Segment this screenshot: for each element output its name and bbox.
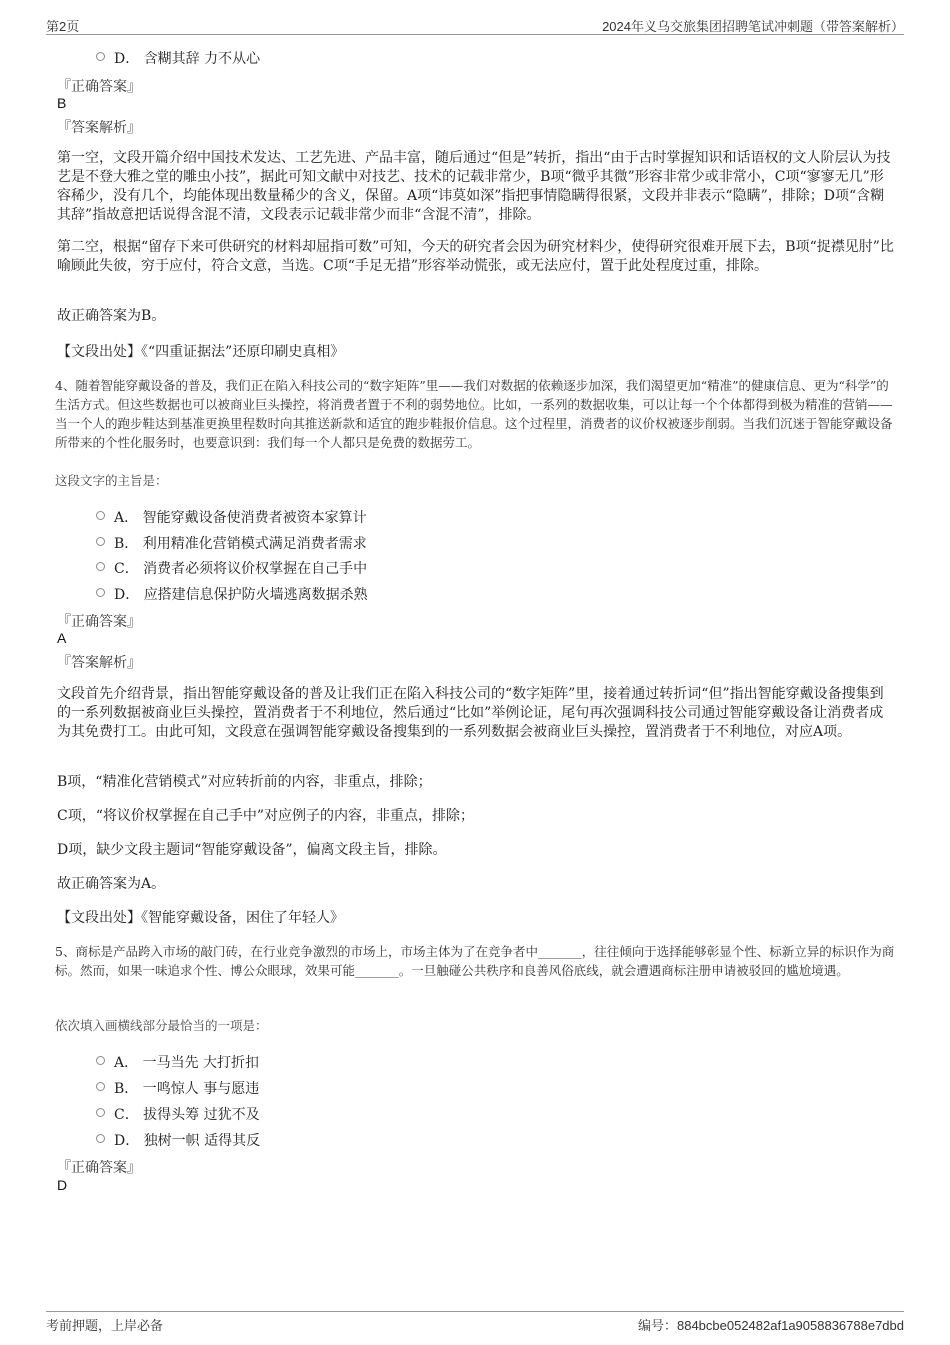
q3-analysis-p1: 第一空，文段开篇介绍中国技术发达、工艺先进、产品丰富，随后通过“但是”转折，指出“由于古时掌握知识和话语权的文人阶层认为技艺是不登大雅之堂的雕虫小技”，据此可知文献中对技艺、技术的记载非常少，B项“微乎其微”形容非常少或非常小，C项“寥寥无几”形容稀少，没有几个，均能体现出数量稀少的含义，保留。A项“讳莫如深”指把事情隐瞒得很紧，文段并非表示“隐瞒”，排除；D项“含糊其辞”指故意把话说得含混不清，文段表示记载非常少而非“含混不清”，排除。	[57, 150, 891, 223]
q4-analysis-p2: B项，“精准化营销模式”对应转折前的内容，非重点，排除；	[57, 774, 432, 790]
radio-icon[interactable]	[96, 511, 105, 520]
q3-analysis-label: 『答案解析』	[57, 120, 141, 136]
q4-prompt: 这段文字的主旨是：	[55, 473, 168, 488]
page-footer	[46, 1311, 904, 1336]
q4-stem: 4、随着智能穿戴设备的普及，我们正在陷入科技公司的“数字矩阵”里——我们对数据的依赖逐步加深，我们渴望更加“精准”的健康信息、更为“科学”的生活方式。但这些数据也可以被商业巨头操控，将消费者置于不利的弱势地位。比如，一系列的数据收集，可以让每一个个体都得到极为精准的营销——当一个人的跑步鞋达到基准更换里程数时向其推送新款和适宜的跑步鞋报价信息。这个过程里，消费者的议价权被逐步削弱。当我们沉迷于智能穿戴设备所带来的个性化服务时，也要意识到：我们每一个人都只是免费的数据劳工。	[55, 378, 893, 450]
q4-analysis-label: 『答案解析』	[57, 655, 141, 671]
radio-icon[interactable]	[96, 562, 105, 571]
q3-conclusion: 故正确答案为B。	[57, 308, 166, 324]
q4-source: 【文段出处】《智能穿戴设备，困住了年轻人》	[57, 910, 344, 926]
q4-answer-label: 『正确答案』	[57, 614, 141, 630]
footer-slogan: 考前押题，上岸必备	[46, 1319, 164, 1334]
document-code: 编号：884bcbe052482af1a9058836788e7dbd	[637, 1318, 904, 1334]
radio-icon[interactable]	[96, 1134, 105, 1143]
q5-answer: D	[57, 1177, 68, 1193]
q4-analysis-p4: D项，缺少文段主题词“智能穿戴设备”，偏离文段主旨，排除。	[57, 842, 447, 858]
radio-icon[interactable]	[96, 1108, 105, 1117]
q3-answer: B	[57, 95, 67, 111]
q5-stem: 5、商标是产品跨入市场的敲门砖，在行业竞争激烈的市场上，市场主体为了在竞争者中_______，往往倾向于选择能够彰显个性、标新立异的标识作为商标。然而，如果一味追求个性、博公众眼球，效果可能_______。一旦触碰公共秩序和良善风俗底线，就会遭遇商标注册申请被驳回的尴尬境遇。	[55, 944, 895, 978]
q3-source: 【文段出处】《“四重证据法”还原印刷史真相》	[57, 344, 345, 360]
page-number: 第2页	[46, 19, 80, 34]
document-title: 2024年义乌交旅集团招聘笔试冲刺题（带答案解析）	[602, 19, 904, 34]
page-header	[46, 14, 904, 35]
radio-icon[interactable]	[96, 1082, 105, 1091]
q4-analysis-p3: C项，“将议价权掌握在自己手中”对应例子的内容，非重点，排除；	[57, 808, 475, 824]
radio-icon[interactable]	[96, 537, 105, 546]
q5-answer-label: 『正确答案』	[57, 1160, 141, 1176]
q3-answer-label: 『正确答案』	[57, 79, 141, 95]
radio-icon[interactable]	[96, 52, 105, 61]
q5-prompt: 依次填入画横线部分最恰当的一项是：	[55, 1018, 268, 1033]
radio-icon[interactable]	[96, 588, 105, 597]
q4-analysis-p1: 文段首先介绍背景，指出智能穿戴设备的普及让我们正在陷入科技公司的“数字矩阵”里，接着通过转折词“但”指出智能穿戴设备搜集到的一系列数据被商业巨头操控，置消费者于不利地位，然后通过“比如”举例论证，尾句再次强调科技公司通过智能穿戴设备让消费者成为其免费打工。由此可知，文段意在强调智能穿戴设备搜集到的一系列数据会被商业巨头操控，置消费者于不利地位，对应A项。	[57, 686, 884, 740]
q4-answer: A	[57, 630, 67, 646]
radio-icon[interactable]	[96, 1056, 105, 1065]
q3-analysis-p2: 第二空，根据“留存下来可供研究的材料却屈指可数”可知，今天的研究者会因为研究材料少，使得研究很难开展下去，B项“捉襟见肘”比喻顾此失彼，穷于应付，符合文意，当选。C项“手足无措”形容举动慌张，或无法应付，置于此处程度过重，排除。	[57, 239, 894, 274]
q4-conclusion: 故正确答案为A。	[57, 876, 166, 892]
